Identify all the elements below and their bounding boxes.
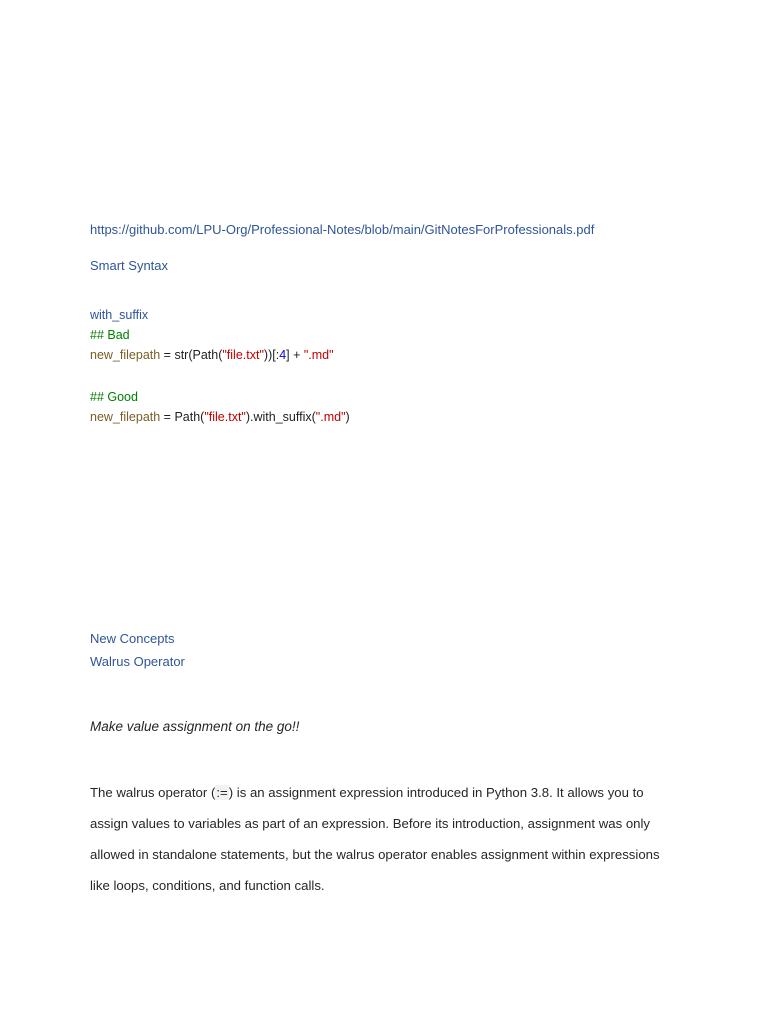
code-token: ".md" bbox=[315, 410, 346, 424]
code-token: 4 bbox=[279, 348, 287, 362]
code-token: ).with_suffix( bbox=[245, 410, 316, 424]
code-token: new_filepath bbox=[90, 348, 161, 362]
code-token: ) bbox=[345, 410, 350, 424]
walrus-description bbox=[90, 777, 680, 901]
code-bad-line bbox=[90, 348, 334, 362]
code-bad-comment: ## Bad bbox=[90, 328, 130, 342]
tagline: Make value assignment on the go!! bbox=[90, 719, 300, 734]
code-token: = str(Path( bbox=[160, 348, 223, 362]
code-good-comment: ## Good bbox=[90, 390, 138, 404]
heading-smart-syntax: Smart Syntax bbox=[90, 258, 169, 273]
code-function-name: with_suffix bbox=[90, 308, 149, 322]
paragraph-text: The walrus operator ( bbox=[90, 785, 216, 800]
code-token: "file.txt" bbox=[204, 410, 246, 424]
code-token: new_filepath bbox=[90, 410, 161, 424]
code-token: ] + bbox=[286, 348, 304, 362]
heading-new-concepts: New Concepts bbox=[90, 631, 175, 646]
paragraph-text: ) is an assignment expression introduced in Python 3.8. It allows you to assign values to variables as part of an expression. Before its introduction, assignment was only allowed in standalone statements, but the walrus operator enables assignment within expressions like loops, conditions, and function calls. bbox=[90, 785, 660, 893]
code-token: ))[: bbox=[263, 348, 280, 362]
code-token: = Path( bbox=[160, 410, 205, 424]
github-link[interactable]: https://github.com/LPU-Org/Professional-Notes/blob/main/GitNotesForProfessionals.pdf bbox=[90, 222, 595, 237]
code-good-line bbox=[90, 410, 350, 424]
code-token: ".md" bbox=[303, 348, 334, 362]
walrus-operator-code: := bbox=[216, 785, 228, 800]
code-token: "file.txt" bbox=[222, 348, 264, 362]
heading-walrus-operator: Walrus Operator bbox=[90, 654, 185, 669]
